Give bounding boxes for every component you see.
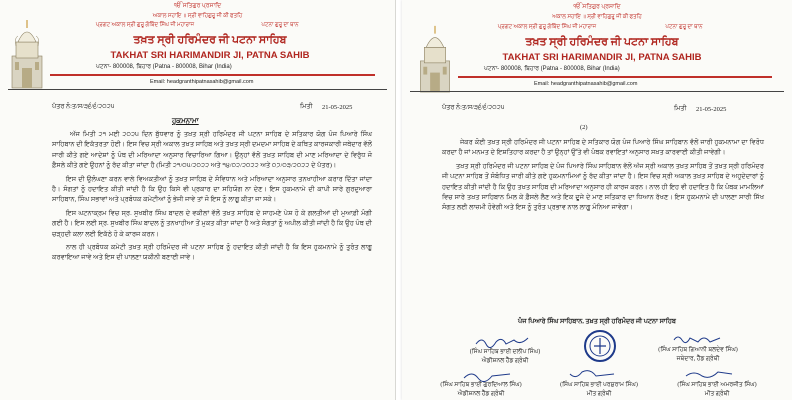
address-text: ਪਟਨਾ- 800008, ਬਿਹਾਰ (Patna - 800008, Bihar (India) bbox=[484, 66, 620, 72]
signatory-role: ਐਡੀਸ਼ਨਲ ਹੈੱਡ ਗ੍ਰੰਥੀ bbox=[481, 358, 529, 364]
email-text: Email: headgranthipatnasahib@gmail.com bbox=[534, 81, 638, 87]
signatory-name: (ਸਿੰਘ ਸਾਹਿਬ ਭਾਈ ਅਮਰਜੀਤ ਸਿੰਘ) bbox=[677, 382, 757, 388]
signatory-role: ਮੀਤ ਗ੍ਰੰਥੀ bbox=[586, 391, 612, 397]
paragraph: ਜੇਕਰ ਕੋਈ ਤਖ਼ਤ ਸ੍ਰੀ ਹਰਿਮੰਦਰ ਜੀ ਪਟਨਾ ਸਾਹਿਬ ਦੇ ਸਤਿਕਾਰ ਯੋਗ ਪੰਜ ਪਿਆਰੇ ਸਿੰਘ ਸਾਹਿਬਾਨ ਵੱਲੋਂ ਜਾਰੀ ਹੁਕਮਨਾਮਾ ਦਾ ਵਿਰੋਧ ਕਰਦਾ ਹੈ ਜਾਂ ਮਨਮਤ ਦੇ ਇਸ਼ਤਿਹਾਰ ਕਰਦਾ ਹੈ ਤਾਂ ਉਨ੍ਹਾਂ ਉੱਤੇ ਵੀ ਪੰਥਕ ਰਵਾਇਤਾਂ ਅਨੁਸਾਰ ਸਖ਼ਤ ਕਾਰਵਾਈ ਕੀਤੀ ਜਾਵੇਗੀ। bbox=[442, 139, 764, 157]
section-title: ਹੁਕਮਨਾਮਾ bbox=[172, 117, 199, 125]
header-rule bbox=[458, 76, 772, 78]
paragraph: ਇਸ ਘਟਨਾਕ੍ਰਮ ਵਿਚ ਸ੍ਰ. ਸੁਖਬੀਰ ਸਿੰਘ ਬਾਦਲ ਦੇ ਵਕੀਲਾਂ ਵੱਲੋਂ ਤਖ਼ਤ ਸਾਹਿਬ ਦੇ ਸਾਹਮਣੇ ਪੇਸ਼ ਹੋ ਕੇ ਗਲਤੀਆਂ ਦੀ ਮੁਆਫ਼ੀ ਮੰਗੀ ਗਈ ਹੈ। ਇਸ ਲਈ ਸ੍ਰ. ਸੁਖਬੀਰ ਸਿੰਘ ਬਾਦਲ ਨੂੰ ਤਨਖਾਹੀਆ ਤੋਂ ਮੁਕਤ ਕੀਤਾ ਜਾਂਦਾ ਹੈ ਅਤੇ ਸੰਗਤਾਂ ਨੂੰ ਅਪੀਲ ਕੀਤੀ ਜਾਂਦੀ ਹੈ ਕਿ ਉਹ ਪੰਥ ਦੀ ਚੜ੍ਹਦੀ ਕਲਾ ਲਈ ਇਕੱਠੇ ਹੋ ਕੇ ਕਾਰਜ ਕਰਨ। bbox=[52, 209, 372, 238]
address-text: ਪਟਨਾ- 800008, ਬਿਹਾਰ (Patna - 800008, Bihar (India) bbox=[96, 64, 232, 70]
email-text: Email: headgranthipatnasahib@gmail.com bbox=[150, 79, 254, 85]
motto-left-text: ਪ੍ਰਗਟ ਅਕਾਲ ਸ੍ਰੀ ਗੁਰੂ ਗੋਬਿੰਦ ਸਿੰਘ ਜੀ ਮਹਾਰਾਜ bbox=[497, 24, 597, 30]
signatory-4 bbox=[540, 381, 658, 399]
motto-right-text: ਪਟਨਾ ਗੁਰੂ ਦਾ ਥਾਨ bbox=[665, 24, 703, 30]
signatory-name: (ਸਿੰਘ ਸਾਹਿਬ ਗਿਆਨੀ ਬਲਦੇਵ ਸਿੰਘ) bbox=[658, 347, 738, 353]
page-number: (2) bbox=[580, 124, 588, 131]
issued-by-line: ਪੰਜ ਪਿਆਰੇ ਸਿੰਘ ਸਾਹਿਬਾਨ, ਤਖ਼ਤ ਸ੍ਰੀ ਹਰਿਮੰਦਰ ਜੀ ਪਟਨਾ ਸਾਹਿਬ bbox=[518, 318, 676, 325]
paragraph: ਨਾਲ ਹੀ ਪ੍ਰਬੰਧਕ ਕਮੇਟੀ ਤਖ਼ਤ ਸ੍ਰੀ ਹਰਿਮੰਦਰ ਜੀ ਪਟਨਾ ਸਾਹਿਬ ਨੂੰ ਹਦਾਇਤ ਕੀਤੀ ਜਾਂਦੀ ਹੈ ਕਿ ਇਸ ਹੁਕਮਨਾਮੇ ਨੂੰ ਤੁਰੰਤ ਲਾਗੂ ਕਰਵਾਇਆ ਜਾਵੇ ਅਤੇ ਇਸ ਦੀ ਪਾਲਣਾ ਯਕੀਨੀ ਬਣਾਈ ਜਾਵੇ। bbox=[52, 244, 372, 262]
signatory-1 bbox=[450, 348, 560, 366]
header-rule bbox=[50, 74, 375, 76]
date-label: ਮਿਤੀ bbox=[674, 105, 687, 112]
reference-number: ਪੱਤਰ ਨੰ:ਤ/ਸ/੩੬/੬/੨੦੨੫ bbox=[442, 104, 505, 111]
motto-left-text: ਪ੍ਰਗਟ ਅਕਾਲ ਸ੍ਰੀ ਗੁਰੂ ਗੋਬਿੰਦ ਸਿੰਘ ਜੀ ਮਹਾਰਾਜ bbox=[95, 22, 195, 28]
seal-emblem-icon bbox=[586, 332, 614, 360]
body-text bbox=[442, 138, 764, 217]
official-seal bbox=[584, 330, 616, 362]
signatory-name: (ਸਿੰਘ ਸਾਹਿਬ ਭਾਈ ਪਰਸ਼ੁਰਾਮ ਸਿੰਘ) bbox=[560, 382, 638, 388]
title-english: TAKHAT SRI HARIMANDIR JI, PATNA SAHIB bbox=[502, 52, 702, 63]
invocation-text: ੴ ਸਤਿਗੁਰ ਪ੍ਰਸਾਦਿ bbox=[573, 4, 621, 10]
title-punjabi: ਤਖ਼ਤ ਸ੍ਰੀ ਹਰਿਮੰਦਰ ਜੀ ਪਟਨਾ ਸਾਹਿਬ bbox=[133, 34, 287, 46]
reference-number: ਪੱਤਰ ਨੰ:ਤ/ਸ/੩੬/੬/੨੦੨੫ bbox=[52, 103, 115, 110]
title-punjabi: ਤਖ਼ਤ ਸ੍ਰੀ ਹਰਿਮੰਦਰ ਜੀ ਪਟਨਾ ਸਾਹਿਬ bbox=[525, 36, 679, 48]
signatory-name: (ਸਿੰਘ ਸਾਹਿਬ ਭਾਈ ਗੁਰਦਿਆਲ ਸਿੰਘ) bbox=[440, 382, 522, 388]
signatory-2 bbox=[638, 346, 758, 364]
signatory-5 bbox=[658, 381, 776, 399]
header-underline bbox=[8, 89, 387, 90]
signatory-role: ਮੀਤ ਗ੍ਰੰਥੀ bbox=[704, 391, 730, 397]
title-english: TAKHAT SRI HARIMANDIR JI, PATNA SAHIB bbox=[110, 50, 310, 61]
date-label: ਮਿਤੀ bbox=[300, 103, 313, 110]
gurdwara-logo-icon bbox=[10, 16, 44, 90]
blessing-text: ਅਕਾਲ ਸਹਾਇ ॥ ਸ੍ਰੀ ਵਾਹਿਗੁਰੂ ਜੀ ਕੀ ਫਤਹਿ bbox=[552, 14, 642, 20]
signatory-role: ਐਡੀਸ਼ਨਲ ਹੈੱਡ ਗ੍ਰੰਥੀ bbox=[457, 391, 505, 397]
signatory-role: ਜਥੇਦਾਰ, ਹੈੱਡ ਗ੍ਰੰਥੀ bbox=[676, 356, 720, 362]
invocation-text: ੴ ਸਤਿਗੁਰ ਪ੍ਰਸਾਦਿ bbox=[173, 3, 222, 9]
signature-scribble bbox=[684, 368, 734, 380]
paragraph: ਅੱਜ ਮਿਤੀ ੨੧ ਮਈ ੨੦੨੫ ਦਿਨ ਬੁੱਧਵਾਰ ਨੂੰ ਤਖ਼ਤ ਸ੍ਰੀ ਹਰਿਮੰਦਰ ਜੀ ਪਟਨਾ ਸਾਹਿਬ ਦੇ ਸਤਿਕਾਰ ਯੋਗ ਪੰਜ ਪਿਆਰੇ ਸਿੰਘ ਸਾਹਿਬਾਨ ਦੀ ਇਕੱਤਰਤਾ ਹੋਈ। ਇਸ ਵਿਚ ਸ੍ਰੀ ਅਕਾਲ ਤਖ਼ਤ ਸਾਹਿਬ ਅਤੇ ਤਖ਼ਤ ਸ੍ਰੀ ਦਮਦਮਾ ਸਾਹਿਬ ਦੇ ਕਥਿਤ ਕਾਰਜਕਾਰੀ ਜਥੇਦਾਰ ਵੱਲੋਂ ਜਾਰੀ ਕੀਤੇ ਗਏ ਆਦੇਸ਼ਾਂ ਨੂੰ ਪੰਥ ਦੀ ਮਰਿਆਦਾ ਅਨੁਸਾਰ ਵਿਚਾਰਿਆ ਗਿਆ। ਉਨ੍ਹਾਂ ਵੱਲੋਂ ਤਖ਼ਤ ਸਾਹਿਬ ਦੀ ਮਾਣ ਮਰਿਆਦਾ ਦੇ ਵਿਰੁੱਧ ਜੋ ਫ਼ੈਸਲੇ ਕੀਤੇ ਗਏ ਉਹਨਾਂ ਨੂੰ ਰੱਦ ਕੀਤਾ ਜਾਂਦਾ ਹੈ (ਮਿਤੀ ੨੧/੦੫/੨੦੨੨ ਅਤੇ ੧੪/੦੨/੨੦੨੨ ਅਤੇ ੦੭/੦੩/੨੦੨੨ ਦੇ ਪੱਤਰ)। bbox=[52, 131, 372, 170]
signature-scribble bbox=[568, 368, 618, 380]
signatory-3 bbox=[422, 381, 540, 399]
motto-right-text: ਪਟਨਾ ਗੁਰੂ ਦਾ ਥਾਨ bbox=[261, 22, 299, 28]
signatory-name: (ਸਿੰਘ ਸਾਹਿਬ ਭਾਈ ਦਲੀਪ ਸਿੰਘ) bbox=[469, 349, 541, 355]
date-value: 21-05-2025 bbox=[322, 104, 353, 111]
body-text bbox=[52, 130, 372, 267]
blessing-text: ਅਕਾਲ ਸਹਾਇ ॥ ਸ੍ਰੀ ਵਾਹਿਗੁਰੂ ਜੀ ਕੀ ਫਤਹਿ bbox=[152, 13, 243, 19]
right-document-page bbox=[402, 0, 792, 400]
date-value: 21-05-2025 bbox=[696, 106, 727, 113]
paragraph: ਤਖ਼ਤ ਸ੍ਰੀ ਹਰਿਮੰਦਰ ਜੀ ਪਟਨਾ ਸਾਹਿਬ ਦੇ ਪੰਜ ਪਿਆਰੇ ਸਿੰਘ ਸਾਹਿਬਾਨ ਵੱਲੋਂ ਅੱਜ ਸ੍ਰੀ ਅਕਾਲ ਤਖ਼ਤ ਸਾਹਿਬ ਤੋਂ ਤਖ਼ਤ ਸ੍ਰੀ ਹਰਿਮੰਦਰ ਜੀ ਪਟਨਾ ਸਾਹਿਬ ਤੋਂ ਸੰਬੰਧਿਤ ਜਾਰੀ ਕੀਤੇ ਗਏ ਹੁਕਮਨਾਮਿਆਂ ਨੂੰ ਰੱਦ ਕੀਤਾ ਜਾਂਦਾ ਹੈ। ਇਸ ਵਿਚ ਸ੍ਰੀ ਅਕਾਲ ਤਖ਼ਤ ਸਾਹਿਬ ਦੇ ਅਹੁਦੇਦਾਰਾਂ ਨੂੰ ਹਦਾਇਤ ਕੀਤੀ ਜਾਂਦੀ ਹੈ ਕਿ ਉਹ ਤਖ਼ਤ ਸਾਹਿਬ ਦੀ ਮਰਿਆਦਾ ਅਨੁਸਾਰ ਹੀ ਕਾਰਜ ਕਰਨ। ਨਾਲ ਹੀ ਇਹ ਵੀ ਹਦਾਇਤ ਹੈ ਕਿ ਪੰਥਕ ਮਾਮਲਿਆਂ ਵਿਚ ਸਾਰੇ ਤਖ਼ਤ ਸਾਹਿਬਾਨ ਮਿਲ ਕੇ ਫ਼ੈਸਲੇ ਲੈਣ ਅਤੇ ਇਕ ਦੂਜੇ ਦੇ ਮਾਣ ਸਤਿਕਾਰ ਦਾ ਧਿਆਨ ਰੱਖਣ। ਇਸ ਹੁਕਮਨਾਮੇ ਦੀ ਪਾਲਣਾ ਸਾਰੀ ਸਿੱਖ ਸੰਗਤ ਲਈ ਲਾਜ਼ਮੀ ਹੋਵੇਗੀ ਅਤੇ ਇਸ ਨੂੰ ਤੁਰੰਤ ਪ੍ਰਭਾਵ ਨਾਲ ਲਾਗੂ ਮੰਨਿਆ ਜਾਵੇਗਾ। bbox=[442, 162, 764, 212]
paragraph: ਇਸ ਦੀ ਉਲੰਘਣਾ ਕਰਨ ਵਾਲੇ ਵਿਅਕਤੀਆਂ ਨੂੰ ਤਖ਼ਤ ਸਾਹਿਬ ਦੇ ਸੰਵਿਧਾਨ ਅਤੇ ਮਰਿਆਦਾ ਅਨੁਸਾਰ ਤਨਖਾਹੀਆ ਕਰਾਰ ਦਿੱਤਾ ਜਾਂਦਾ ਹੈ। ਸੰਗਤਾਂ ਨੂੰ ਹਦਾਇਤ ਕੀਤੀ ਜਾਂਦੀ ਹੈ ਕਿ ਉਹ ਕਿਸੇ ਵੀ ਪ੍ਰਕਾਰ ਦਾ ਸਹਿਯੋਗ ਨਾ ਦੇਣ। ਇਸ ਹੁਕਮਨਾਮੇ ਦੀ ਕਾਪੀ ਸਾਰੇ ਗੁਰਦੁਆਰਾ ਸਾਹਿਬਾਨ, ਸਿੰਘ ਸਭਾਵਾਂ ਅਤੇ ਪ੍ਰਬੰਧਕ ਕਮੇਟੀਆਂ ਨੂੰ ਭੇਜੀ ਜਾਵੇ ਤਾਂ ਜੋ ਇਸ ਨੂੰ ਲਾਗੂ ਕੀਤਾ ਜਾ ਸਕੇ। bbox=[52, 175, 372, 204]
header-underline bbox=[410, 91, 784, 92]
